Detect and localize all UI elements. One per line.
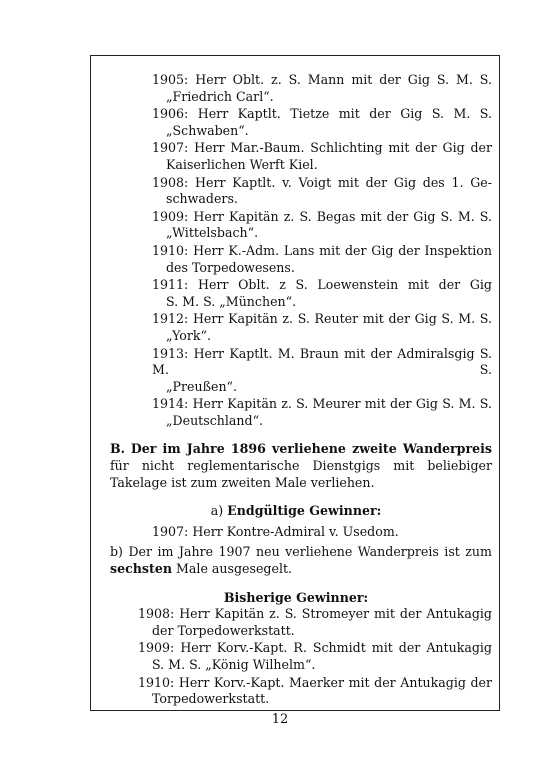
entry-year: 1907: (152, 523, 189, 539)
paragraph-text-end: Male ausgesegelt. (176, 561, 293, 577)
entry-text: Herr Oblt. z S. Loewenstein mit der Gig (197, 277, 492, 293)
emphasized-word: sechsten (110, 561, 173, 577)
entry-year: 1910: (138, 674, 175, 690)
paragraph-text: Der im Jahre 1907 neu verliehene Wanderpreis ist zum (128, 544, 492, 560)
paragraph-b (110, 544, 492, 577)
list-item (152, 277, 492, 310)
section-b-paragraph (110, 441, 492, 491)
entry-text: Herr Korv.-Kapt. R. Schmidt mit der Antukagig (180, 640, 492, 656)
entry-text-continued: S. M. S. „München“. (166, 293, 297, 309)
subheading-final-winners (100, 503, 492, 520)
subheading-title: Endgültige Gewinner: (227, 503, 382, 519)
winner-list-first (100, 72, 492, 429)
list-item (152, 346, 492, 396)
subheading-prefix: a) (210, 503, 224, 519)
winner-list-second (100, 606, 492, 708)
entry-text-continued: schwaders. (166, 191, 238, 207)
subheading-previous-winners (100, 590, 492, 607)
entry-text-continued: des Torpedowesens. (166, 259, 295, 275)
page-number: 12 (271, 712, 289, 727)
entry-text-continued: „Preußen“. (166, 378, 237, 394)
entry-year: 1910: (152, 242, 189, 258)
list-item (152, 311, 492, 344)
entry-text-continued: Torpedowerkstatt. (152, 691, 270, 707)
entry-text: Herr Kapitän z. S. Meurer mit der Gig S. M. S. (192, 396, 492, 412)
entry-text-continued: „York“. (166, 327, 211, 343)
entry-year: 1913: (152, 345, 189, 361)
entry-year: 1908: (152, 174, 189, 190)
entry-text: Herr Kaptlt. v. Voigt mit der Gig des 1. Ge- (195, 174, 492, 190)
entry-text-continued: der Torpedowerkstatt. (152, 622, 295, 638)
section-body-text: für nicht reglementarische Dienstgigs mit beliebiger Takelage ist zum zweiten Male verliehen. (110, 458, 492, 490)
page-content (100, 72, 492, 709)
entry-year: 1905: (152, 72, 189, 87)
entry-text: Herr Kaptlt. M. Braun mit der Admiralsgig S. M. S. (152, 345, 492, 378)
list-item (152, 106, 492, 139)
entry-text: Herr K.-Adm. Lans mit der Gig der Inspektion (193, 242, 492, 258)
entry-text: Herr Kapitän z. S. Reuter mit der Gig S. M. S. (192, 311, 492, 327)
entry-text-continued: „Friedrich Carl“. (166, 88, 274, 104)
section-label: B. (110, 441, 126, 457)
list-item (152, 140, 492, 173)
entry-text: Herr Kaptlt. Tietze mit der Gig S. M. S. (197, 106, 492, 122)
list-item (138, 675, 492, 708)
paragraph-prefix: b) (110, 544, 123, 560)
entry-year: 1911: (152, 277, 189, 293)
list-item (152, 209, 492, 242)
list-item (152, 72, 492, 105)
entry-text: Herr Kapitän z. S. Begas mit der Gig S. M. S. (193, 208, 492, 224)
list-item (152, 396, 492, 429)
final-winner-entry (152, 524, 492, 541)
entry-text-continued: „Deutschland“. (166, 412, 264, 428)
list-item (138, 606, 492, 639)
entry-text: Herr Mar.-Baum. Schlichting mit der Gig der (194, 140, 492, 156)
entry-text: Herr Oblt. z. S. Mann mit der Gig S. M. S. (195, 72, 492, 87)
subheading-title: Bisherige Gewinner: (223, 589, 369, 605)
entry-year: 1909: (138, 640, 175, 656)
section-heading-text: Der im Jahre 1896 verliehene zweite Wanderpreis (130, 441, 493, 457)
entry-text: Herr Kapitän z. S. Stromeyer mit der Antukagig (179, 606, 492, 622)
list-item (138, 640, 492, 673)
entry-text-continued: „Wittelsbach“. (166, 225, 259, 241)
entry-text-continued: Kaiserlichen Werft Kiel. (166, 156, 318, 172)
entry-year: 1906: (152, 106, 189, 122)
entry-year: 1908: (138, 606, 175, 622)
entry-year: 1909: (152, 208, 189, 224)
entry-text-continued: S. M. S. „König Wilhelm“. (152, 657, 316, 672)
entry-year: 1907: (152, 140, 189, 156)
entry-text: Herr Kontre-Admiral v. Usedom. (192, 523, 399, 539)
list-item (152, 175, 492, 208)
list-item (152, 243, 492, 276)
entry-text-continued: „Schwaben“. (166, 122, 249, 138)
entry-year: 1912: (152, 311, 189, 327)
entry-text: Herr Korv.-Kapt. Maerker mit der Antukagig der (178, 674, 492, 690)
entry-year: 1914: (152, 396, 189, 412)
